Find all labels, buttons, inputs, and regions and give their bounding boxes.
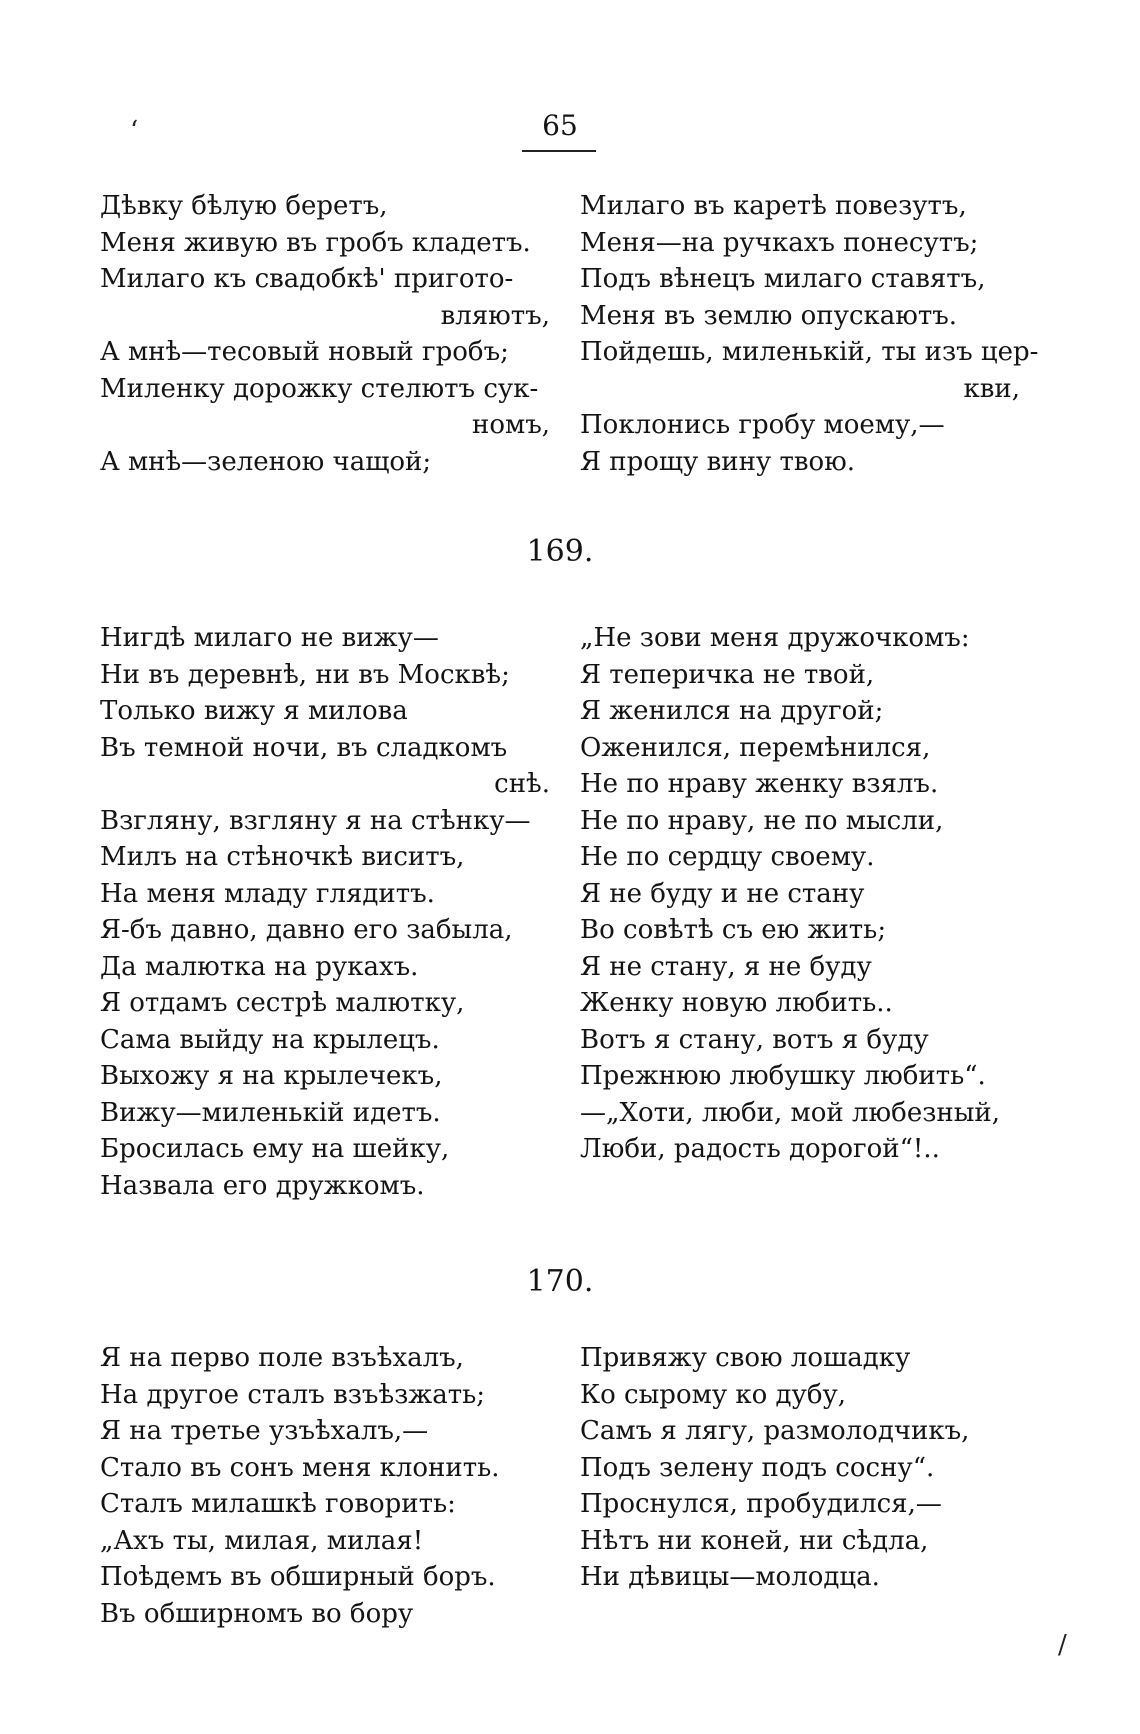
verse-line: Бросилась ему на шейку, — [100, 1134, 450, 1164]
verse-line: Въ темной ночи, въ сладкомъ — [100, 732, 508, 763]
verse-line: Оженился, перемѣнился, — [580, 732, 931, 763]
verse-line: Подъ зелену подъ сосну“. — [580, 1452, 935, 1483]
verse-line: Милаго въ каретѣ повезутъ, — [580, 191, 967, 221]
verse-line-continuation: вляютъ, — [440, 300, 550, 331]
verse-line: Женку новую любить.. — [580, 988, 893, 1018]
verse-line-continuation: снѣ. — [494, 769, 550, 799]
ink-mark: / — [1058, 1630, 1067, 1660]
verse-line: Нигдѣ милаго не вижу— — [100, 623, 439, 653]
verse-line: Милъ на стѣночкѣ виситъ, — [100, 842, 465, 872]
verse-line: На другое сталъ взъѣзжать; — [100, 1379, 486, 1410]
verse-line: Миленку дорожку стелютъ сук- — [100, 373, 539, 404]
verse-line: Не по сердцу своему. — [580, 842, 875, 872]
verse-line: А мнѣ—тесовый новый гробъ; — [100, 337, 509, 367]
verse-line: Самъ я лягу, размолодчикъ, — [580, 1416, 970, 1446]
verse-line: Меня—на ручкахъ понесутъ; — [580, 227, 979, 258]
ink-mark: ‘ — [130, 116, 139, 146]
verse-line: Я на третье узъѣхалъ,— — [100, 1416, 429, 1446]
verse-line: Не по нраву, не по мысли, — [580, 805, 944, 836]
verse-line: —„Хоти, люби, мой любезный, — [580, 1097, 1000, 1128]
verse-line: Нѣтъ ни коней, ни сѣдла, — [580, 1525, 929, 1556]
section-0-left-column — [100, 188, 550, 480]
section-0-right-column — [580, 188, 1039, 480]
verse-line: Я теперичка не твой, — [580, 659, 875, 690]
verse-line: Вижу—миленькій идетъ. — [100, 1097, 441, 1128]
verse-line: Пойдешь, миленькій, ты изъ цер- — [580, 337, 1039, 367]
verse-line: Взгляну, взгляну я на стѣнку— — [100, 805, 531, 836]
verse-line: Подъ вѣнецъ милаго ставятъ, — [580, 264, 986, 294]
section-170-left-column — [100, 1340, 550, 1632]
verse-line: Я женился на другой; — [580, 696, 884, 726]
section-169-left-column — [100, 620, 550, 1204]
verse-line: „Не зови меня дружочкомъ: — [580, 623, 970, 653]
verse-line-continuation: кви, — [963, 373, 1020, 404]
verse-line: Люби, радость дорогой“!.. — [580, 1134, 940, 1164]
verse-line: Вотъ я стану, вотъ я буду — [580, 1024, 929, 1055]
song-number: 169. — [526, 534, 594, 569]
verse-line: А мнѣ—зеленою чащой; — [100, 446, 432, 477]
verse-line: Милаго къ свадобкѣ' пригото- — [100, 264, 514, 294]
verse-line: Поклонись гробу моему,— — [580, 410, 945, 440]
page-number-rule — [522, 150, 596, 152]
verse-line: Во совѣтѣ съ ею жить; — [580, 915, 887, 945]
verse-line: Да малютка на рукахъ. — [100, 951, 419, 982]
verse-line: Сталъ милашкѣ говорить: — [100, 1489, 456, 1519]
verse-line: Не по нраву женку взялъ. — [580, 769, 939, 799]
verse-line: Меня живую въ гробъ кладетъ. — [100, 227, 531, 258]
verse-line: Меня въ землю опускаютъ. — [580, 300, 958, 331]
verse-line: Назвала его дружкомъ. — [100, 1170, 425, 1201]
verse-line: Выхожу я на крылечекъ, — [100, 1061, 443, 1091]
verse-line: Я прощу вину твою. — [580, 446, 856, 477]
verse-line-continuation: номъ, — [471, 410, 550, 440]
verse-line: Только вижу я милова — [100, 696, 408, 726]
section-170-right-column — [580, 1340, 1030, 1596]
verse-line: На меня младу глядитъ. — [100, 878, 435, 909]
section-169-right-column — [580, 620, 1030, 1168]
page-number: 65 — [542, 109, 578, 142]
verse-line: Я на перво поле взъѣхалъ, — [100, 1343, 464, 1373]
song-number: 170. — [526, 1264, 594, 1299]
verse-line: Я-бъ давно, давно его забыла, — [100, 915, 513, 945]
verse-line: Сама выйду на крылецъ. — [100, 1024, 440, 1055]
verse-line: Я не стану, я не буду — [580, 951, 872, 982]
verse-line: Проснулся, пробудился,— — [580, 1489, 942, 1519]
verse-line: Я не буду и не стану — [580, 878, 865, 909]
verse-line: Ни дѣвицы—молодца. — [580, 1562, 880, 1592]
verse-line: Поѣдемъ въ обширный боръ. — [100, 1562, 496, 1592]
verse-line: Я отдамъ сестрѣ малютку, — [100, 988, 465, 1018]
verse-line: Дѣвку бѣлую беретъ, — [100, 191, 388, 221]
verse-line: Стало въ сонъ меня клонить. — [100, 1452, 500, 1483]
verse-line: Ко сырому ко дубу, — [580, 1379, 847, 1410]
verse-line: „Ахъ ты, милая, милая! — [100, 1525, 424, 1556]
verse-line: Въ обширномъ во бору — [100, 1598, 414, 1629]
verse-line: Прежнюю любушку любить“. — [580, 1061, 986, 1091]
verse-line: Привяжу свою лошадку — [580, 1343, 911, 1373]
verse-line: Ни въ деревнѣ, ни въ Москвѣ; — [100, 659, 510, 690]
